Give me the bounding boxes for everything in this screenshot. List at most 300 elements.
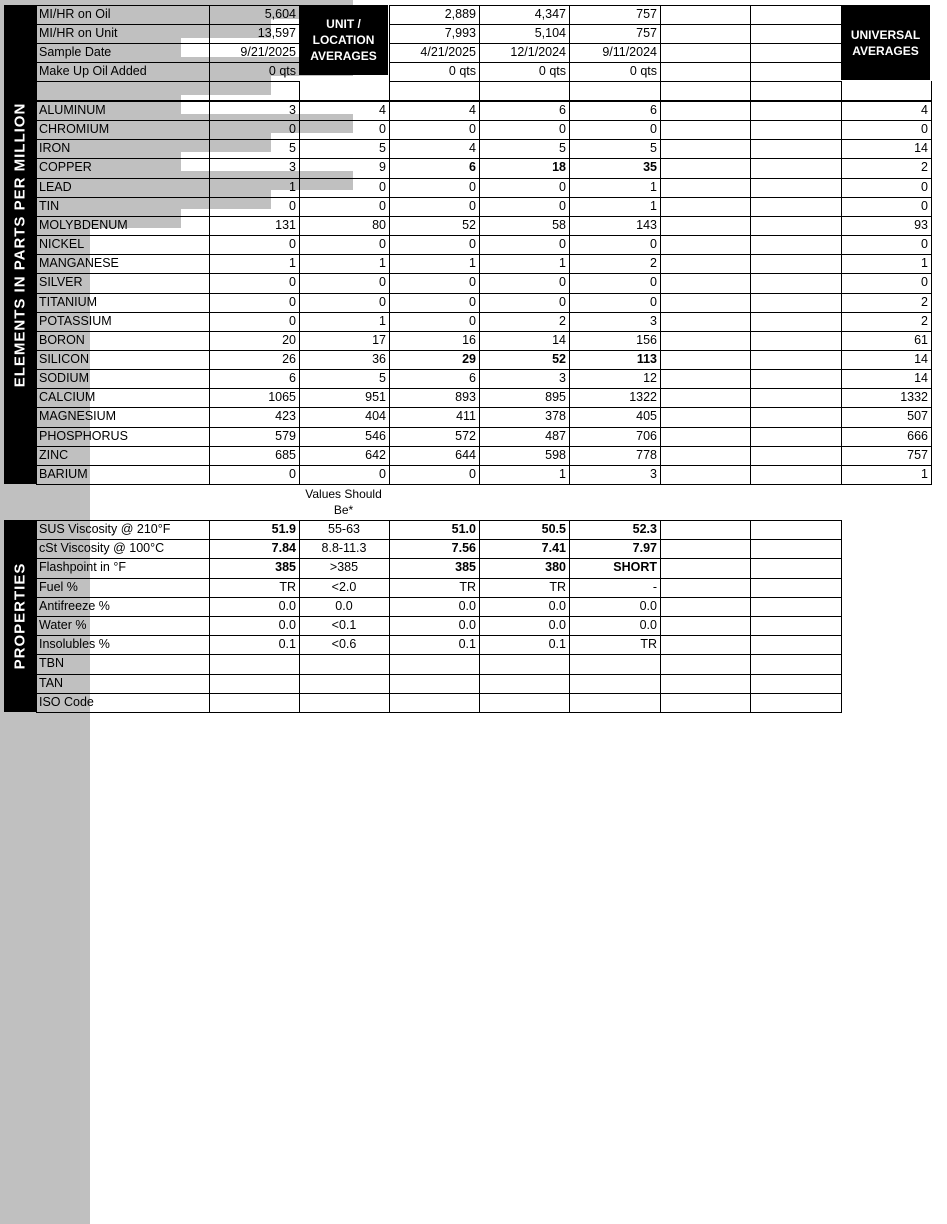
element-universal-bg — [0, 783, 90, 802]
element-current-value: 579 — [275, 429, 296, 443]
element-universal-bg — [0, 745, 90, 764]
info-current-value: 0 qts — [268, 64, 296, 78]
element-sample-3-value: 35 — [643, 160, 657, 174]
grid-line — [36, 158, 932, 159]
element-sample-2-value: 378 — [545, 409, 566, 423]
element-universal-bg — [0, 975, 90, 994]
element-sample-1-value: 644 — [455, 448, 476, 462]
element-name: CALCIUM — [39, 390, 96, 404]
property-sample-2-value: 0.1 — [548, 637, 566, 651]
element-location-average: 0 — [379, 295, 386, 309]
property-name: Antifreeze % — [39, 599, 110, 613]
grid-line — [36, 24, 300, 25]
property-sample-2-value: 0.0 — [548, 618, 566, 632]
property-sample-3-value: 0.0 — [639, 599, 657, 613]
element-sample-3-value: 6 — [650, 103, 657, 117]
element-current-value: 20 — [282, 333, 296, 347]
property-should-be-value: 55-63 — [328, 522, 360, 536]
info-sample-1-value: 4/21/2025 — [420, 45, 476, 59]
element-universal-average: 666 — [907, 429, 928, 443]
property-should-be-bg — [0, 1147, 90, 1166]
element-universal-average: 0 — [921, 237, 928, 251]
property-sample-1-value: 0.0 — [458, 618, 476, 632]
element-universal-average: 0 — [921, 199, 928, 213]
element-universal-average: 14 — [914, 371, 928, 385]
grid-line — [36, 539, 842, 540]
element-sample-2-value: 0 — [559, 237, 566, 251]
grid-line — [36, 139, 932, 140]
property-should-be-value — [299, 674, 389, 693]
element-universal-average: 61 — [914, 333, 928, 347]
property-sample-1-value: 385 — [455, 560, 476, 574]
property-sample-1-value: 51.0 — [451, 522, 476, 536]
element-sample-2-value: 2 — [559, 314, 566, 328]
grid-line — [36, 273, 932, 274]
element-name: NICKEL — [39, 237, 85, 251]
grid-line — [36, 235, 932, 236]
property-name: Fuel % — [39, 580, 78, 594]
property-sample-3-value: SHORT — [613, 560, 657, 574]
element-sample-2-value: 0 — [559, 275, 566, 289]
grid-line — [36, 81, 300, 82]
element-location-average: 404 — [365, 409, 386, 423]
element-universal-bg — [0, 898, 90, 918]
element-sample-2-value: 52 — [552, 352, 566, 366]
element-avg-bg — [0, 878, 90, 898]
element-sample-1-value: 6 — [469, 160, 476, 174]
grid-line — [36, 62, 300, 63]
element-avg-bg — [0, 840, 90, 859]
unit-location-averages-header: UNIT / LOCATION AVERAGES — [299, 5, 388, 75]
element-sample-1-value: 0 — [469, 122, 476, 136]
grid-line — [36, 597, 842, 598]
element-current-value: 26 — [282, 352, 296, 366]
grid-line — [389, 520, 390, 713]
element-location-average: 0 — [379, 122, 386, 136]
element-name: TIN — [39, 199, 60, 213]
grid-line — [36, 558, 842, 559]
element-universal-average: 0 — [921, 275, 928, 289]
grid-line — [750, 520, 751, 713]
element-sample-3-value: 143 — [636, 218, 657, 232]
element-location-average: 546 — [365, 429, 386, 443]
element-sample-2-value: 0 — [559, 295, 566, 309]
info-sample-1-value: 7,993 — [444, 26, 476, 40]
element-location-average: 4 — [379, 103, 386, 117]
element-avg-bg — [0, 802, 90, 821]
element-universal-average: 0 — [921, 180, 928, 194]
property-current-value: 7.84 — [271, 541, 296, 555]
element-name: MOLYBDENUM — [39, 218, 128, 232]
element-sample-2-value: 1 — [559, 467, 566, 481]
property-sample-1-value — [389, 654, 479, 674]
element-avg-bg — [0, 496, 90, 515]
grid-line — [36, 520, 842, 521]
grid-line — [36, 407, 932, 408]
grid-line — [389, 5, 390, 82]
property-current-value — [209, 674, 299, 693]
element-universal-average: 1 — [921, 467, 928, 481]
property-sample-3-value — [569, 654, 660, 674]
property-current-value: TR — [279, 580, 296, 594]
element-sample-3-value: 0 — [650, 237, 657, 251]
element-universal-average: 0 — [921, 122, 928, 136]
grid-line — [36, 197, 932, 198]
grid-line — [389, 81, 390, 485]
info-sample-3-value: 9/11/2024 — [602, 45, 657, 59]
property-current-value: 51.9 — [271, 522, 296, 536]
universal-averages-header: UNIVERSAL AVERAGES — [841, 5, 930, 80]
property-should-be-bg — [0, 1109, 90, 1128]
property-name: Water % — [39, 618, 87, 632]
info-current-value: 5,604 — [264, 7, 296, 21]
property-should-be-value: 0.0 — [335, 599, 353, 613]
property-sample-3-value: 52.3 — [632, 522, 657, 536]
property-current-value: 0.0 — [278, 599, 296, 613]
element-sample-2-value: 895 — [545, 390, 566, 404]
element-sample-2-value: 3 — [559, 371, 566, 385]
grid-line — [36, 693, 842, 694]
grid-line — [36, 43, 300, 44]
element-sample-2-value: 6 — [559, 103, 566, 117]
property-should-be-bg — [0, 1090, 90, 1109]
grid-line — [36, 484, 932, 485]
element-location-average: 0 — [379, 180, 386, 194]
grid-line — [389, 62, 842, 63]
element-location-average: 0 — [379, 467, 386, 481]
element-sample-1-value: 0 — [469, 295, 476, 309]
element-sample-1-value: 0 — [469, 275, 476, 289]
grid-line — [36, 101, 932, 102]
element-current-value: 131 — [275, 218, 296, 232]
element-sample-3-value: 156 — [636, 333, 657, 347]
element-current-value: 1 — [289, 180, 296, 194]
info-sample-3-value: 757 — [636, 7, 657, 21]
grid-line — [36, 5, 37, 485]
element-name: TITANIUM — [39, 295, 98, 309]
element-name: SILICON — [39, 352, 90, 366]
element-universal-average: 1332 — [900, 390, 928, 404]
element-current-value: 0 — [289, 275, 296, 289]
element-sample-3-value: 2 — [650, 256, 657, 270]
element-sample-3-value: 12 — [643, 371, 657, 385]
property-should-be-value: >385 — [329, 560, 359, 574]
grid-line — [389, 5, 842, 6]
info-row-label: MI/HR on Oil — [39, 7, 111, 21]
element-sample-2-value: 14 — [552, 333, 566, 347]
info-row-label: Sample Date — [39, 45, 112, 59]
element-name: IRON — [39, 141, 71, 155]
element-location-average: 80 — [372, 218, 386, 232]
element-sample-3-value: 0 — [650, 122, 657, 136]
property-should-be-bg — [0, 1051, 90, 1070]
property-should-be-bg — [0, 1032, 90, 1051]
info-sample-3-value: 0 qts — [629, 64, 657, 78]
grid-line — [931, 81, 932, 485]
element-universal-bg — [0, 859, 90, 878]
property-should-be-bg — [0, 1205, 90, 1224]
element-sample-3-value: 3 — [650, 467, 657, 481]
property-name: Flashpoint in °F — [39, 560, 126, 574]
element-universal-bg — [0, 821, 90, 840]
element-universal-average: 4 — [921, 103, 928, 117]
element-sample-1-value: 572 — [455, 429, 476, 443]
property-should-be-bg — [0, 1166, 90, 1186]
grid-line — [209, 520, 210, 713]
property-should-be-bg — [0, 1070, 90, 1090]
element-sample-3-value: 1322 — [629, 390, 657, 404]
element-sample-1-value: 4 — [469, 103, 476, 117]
element-current-value: 423 — [275, 409, 296, 423]
element-sample-2-value: 5 — [559, 141, 566, 155]
element-sample-2-value: 0 — [559, 199, 566, 213]
element-name: SILVER — [39, 275, 83, 289]
element-sample-2-value: 598 — [545, 448, 566, 462]
element-location-average: 5 — [379, 141, 386, 155]
grid-line — [36, 350, 932, 351]
element-avg-bg — [0, 764, 90, 783]
element-sample-3-value: 1 — [650, 199, 657, 213]
element-name: SODIUM — [39, 371, 89, 385]
property-should-be-value: 8.8-11.3 — [321, 541, 367, 555]
grid-line — [36, 578, 842, 579]
element-sample-2-value: 1 — [559, 256, 566, 270]
element-location-average: 1 — [379, 314, 386, 328]
grid-line — [660, 520, 661, 713]
grid-line — [36, 388, 932, 389]
grid-line — [36, 120, 932, 121]
element-current-value: 0 — [289, 237, 296, 251]
element-name: ZINC — [39, 448, 69, 462]
grid-line — [299, 520, 300, 713]
info-sample-2-value: 4,347 — [534, 7, 566, 21]
info-sample-3-value: 757 — [636, 26, 657, 40]
element-current-value: 0 — [289, 314, 296, 328]
element-name: PHOSPHORUS — [39, 429, 128, 443]
element-current-value: 1 — [289, 256, 296, 270]
element-universal-average: 2 — [921, 295, 928, 309]
grid-line — [36, 712, 842, 713]
element-location-average: 36 — [372, 352, 386, 366]
property-sample-2-value: 0.0 — [548, 599, 566, 613]
element-name: MANGANESE — [39, 256, 119, 270]
info-sample-1-value: 2,889 — [444, 7, 476, 21]
grid-line — [36, 654, 842, 655]
element-sample-1-value: 52 — [462, 218, 476, 232]
property-sample-3-value — [569, 693, 660, 712]
grid-line — [750, 5, 751, 485]
property-sample-3-value — [569, 674, 660, 693]
element-universal-average: 1 — [921, 256, 928, 270]
grid-line — [660, 5, 661, 485]
element-sample-1-value: 16 — [462, 333, 476, 347]
grid-line — [36, 216, 932, 217]
property-current-value: 0.1 — [278, 637, 296, 651]
grid-line — [389, 43, 842, 44]
element-location-average: 951 — [365, 390, 386, 404]
grid-line — [36, 446, 932, 447]
element-sample-1-value: 1 — [469, 256, 476, 270]
property-sample-3-value: 0.0 — [639, 618, 657, 632]
element-current-value: 0 — [289, 199, 296, 213]
element-universal-average: 14 — [914, 352, 928, 366]
element-sample-1-value: 0 — [469, 314, 476, 328]
values-should-be-label: Values Should Be* — [305, 487, 382, 517]
property-current-value: 0.0 — [278, 618, 296, 632]
element-sample-3-value: 405 — [636, 409, 657, 423]
grid-line — [569, 5, 570, 485]
property-sample-1-value — [389, 693, 479, 712]
element-sample-2-value: 58 — [552, 218, 566, 232]
grid-line — [36, 674, 842, 675]
grid-line — [36, 520, 37, 713]
property-sample-2-value: TR — [549, 580, 566, 594]
element-sample-1-value: 0 — [469, 199, 476, 213]
property-name: cSt Viscosity @ 100°C — [39, 541, 165, 555]
property-name: ISO Code — [39, 695, 94, 709]
info-current-value: 13,597 — [257, 26, 296, 40]
info-sample-1-value: 0 qts — [448, 64, 476, 78]
element-sample-2-value: 487 — [545, 429, 566, 443]
element-name: CHROMIUM — [39, 122, 110, 136]
grid-line — [36, 427, 932, 428]
property-current-value: 385 — [275, 560, 296, 574]
property-should-be-value: <0.1 — [331, 618, 357, 632]
element-current-value: 0 — [289, 467, 296, 481]
grid-line — [479, 520, 480, 713]
element-name: POTASSIUM — [39, 314, 112, 328]
element-name: BARIUM — [39, 467, 88, 481]
property-should-be-value — [299, 693, 389, 712]
property-sample-2-value — [479, 674, 569, 693]
element-sample-1-value: 6 — [469, 371, 476, 385]
element-sample-3-value: 113 — [636, 352, 657, 366]
grid-line — [36, 465, 932, 466]
property-current-value — [209, 693, 299, 712]
element-sample-1-value: 893 — [455, 390, 476, 404]
element-location-average: 1 — [379, 256, 386, 270]
grid-line — [299, 81, 300, 485]
element-avg-bg — [0, 956, 90, 975]
grid-line — [36, 293, 932, 294]
element-universal-average: 93 — [914, 218, 928, 232]
element-sample-3-value: 1 — [650, 180, 657, 194]
grid-line — [36, 5, 300, 6]
element-universal-average: 14 — [914, 141, 928, 155]
elements-section-label: ELEMENTS IN PARTS PER MILLION — [4, 5, 36, 484]
property-sample-3-value: 7.97 — [632, 541, 657, 555]
element-universal-bg — [0, 1013, 90, 1032]
grid-line — [36, 331, 932, 332]
element-avg-bg — [0, 918, 90, 937]
grid-line — [569, 520, 570, 713]
element-current-value: 0 — [289, 122, 296, 136]
element-current-value: 6 — [289, 371, 296, 385]
grid-line — [36, 254, 932, 255]
grid-line — [841, 520, 842, 713]
element-current-value: 3 — [289, 103, 296, 117]
grid-line — [479, 5, 480, 485]
element-name: COPPER — [39, 160, 92, 174]
grid-line — [841, 81, 842, 485]
property-sample-1-value: 0.1 — [458, 637, 476, 651]
property-should-be-bg — [0, 1128, 90, 1147]
property-should-be-value: <0.6 — [331, 637, 357, 651]
info-sample-2-value: 12/1/2024 — [510, 45, 566, 59]
element-current-value: 3 — [289, 160, 296, 174]
info-current-value: 9/21/2025 — [240, 45, 296, 59]
property-name: Insolubles % — [39, 637, 110, 651]
element-sample-1-value: 0 — [469, 467, 476, 481]
element-current-value: 5 — [289, 141, 296, 155]
element-sample-3-value: 3 — [650, 314, 657, 328]
element-avg-bg — [0, 726, 90, 745]
element-current-value: 1065 — [268, 390, 296, 404]
element-universal-average: 2 — [921, 314, 928, 328]
info-row-label: MI/HR on Unit — [39, 26, 118, 40]
element-sample-1-value: 0 — [469, 180, 476, 194]
element-current-value: 685 — [275, 448, 296, 462]
grid-line — [389, 24, 842, 25]
element-sample-2-value: 0 — [559, 122, 566, 136]
property-sample-2-value — [479, 693, 569, 712]
property-should-be-value — [299, 654, 389, 674]
property-name: TAN — [39, 676, 64, 690]
grid-line — [36, 616, 842, 617]
element-name: ALUMINUM — [39, 103, 106, 117]
property-current-value — [209, 654, 299, 674]
element-sample-3-value: 5 — [650, 141, 657, 155]
element-sample-1-value: 411 — [456, 409, 476, 423]
property-should-be-value: <2.0 — [331, 580, 357, 594]
element-location-average: 9 — [379, 160, 386, 174]
property-sample-1-value: TR — [459, 580, 476, 594]
properties-section-label: PROPERTIES — [4, 520, 36, 712]
element-universal-average: 507 — [907, 409, 928, 423]
property-sample-3-value: - — [652, 580, 657, 594]
info-sample-2-value: 0 qts — [538, 64, 566, 78]
grid-line — [36, 312, 932, 313]
property-sample-1-value — [389, 674, 479, 693]
property-sample-2-value: 7.41 — [541, 541, 566, 555]
element-avg-bg — [0, 994, 90, 1013]
element-name: BORON — [39, 333, 85, 347]
grid-line — [389, 81, 842, 82]
element-universal-average: 757 — [907, 448, 928, 462]
property-should-be-bg — [0, 1186, 90, 1205]
element-location-average: 0 — [379, 237, 386, 251]
property-sample-1-value: 7.56 — [451, 541, 476, 555]
element-sample-2-value: 0 — [559, 180, 566, 194]
element-location-average: 0 — [379, 275, 386, 289]
element-location-average: 0 — [379, 199, 386, 213]
element-location-average: 5 — [379, 371, 386, 385]
property-name: TBN — [39, 656, 64, 670]
element-sample-3-value: 0 — [650, 295, 657, 309]
element-location-average: 17 — [372, 333, 386, 347]
element-sample-1-value: 29 — [462, 352, 476, 366]
info-row-label: Make Up Oil Added — [39, 64, 147, 78]
property-sample-2-value: 50.5 — [541, 522, 566, 536]
grid-line — [36, 178, 932, 179]
info-sample-2-value: 5,104 — [534, 26, 566, 40]
element-current-value: 0 — [289, 295, 296, 309]
element-universal-average: 2 — [921, 160, 928, 174]
element-name: MAGNESIUM — [39, 409, 117, 423]
property-name: SUS Viscosity @ 210°F — [39, 522, 171, 536]
element-sample-3-value: 706 — [636, 429, 657, 443]
property-sample-2-value: 380 — [545, 560, 566, 574]
